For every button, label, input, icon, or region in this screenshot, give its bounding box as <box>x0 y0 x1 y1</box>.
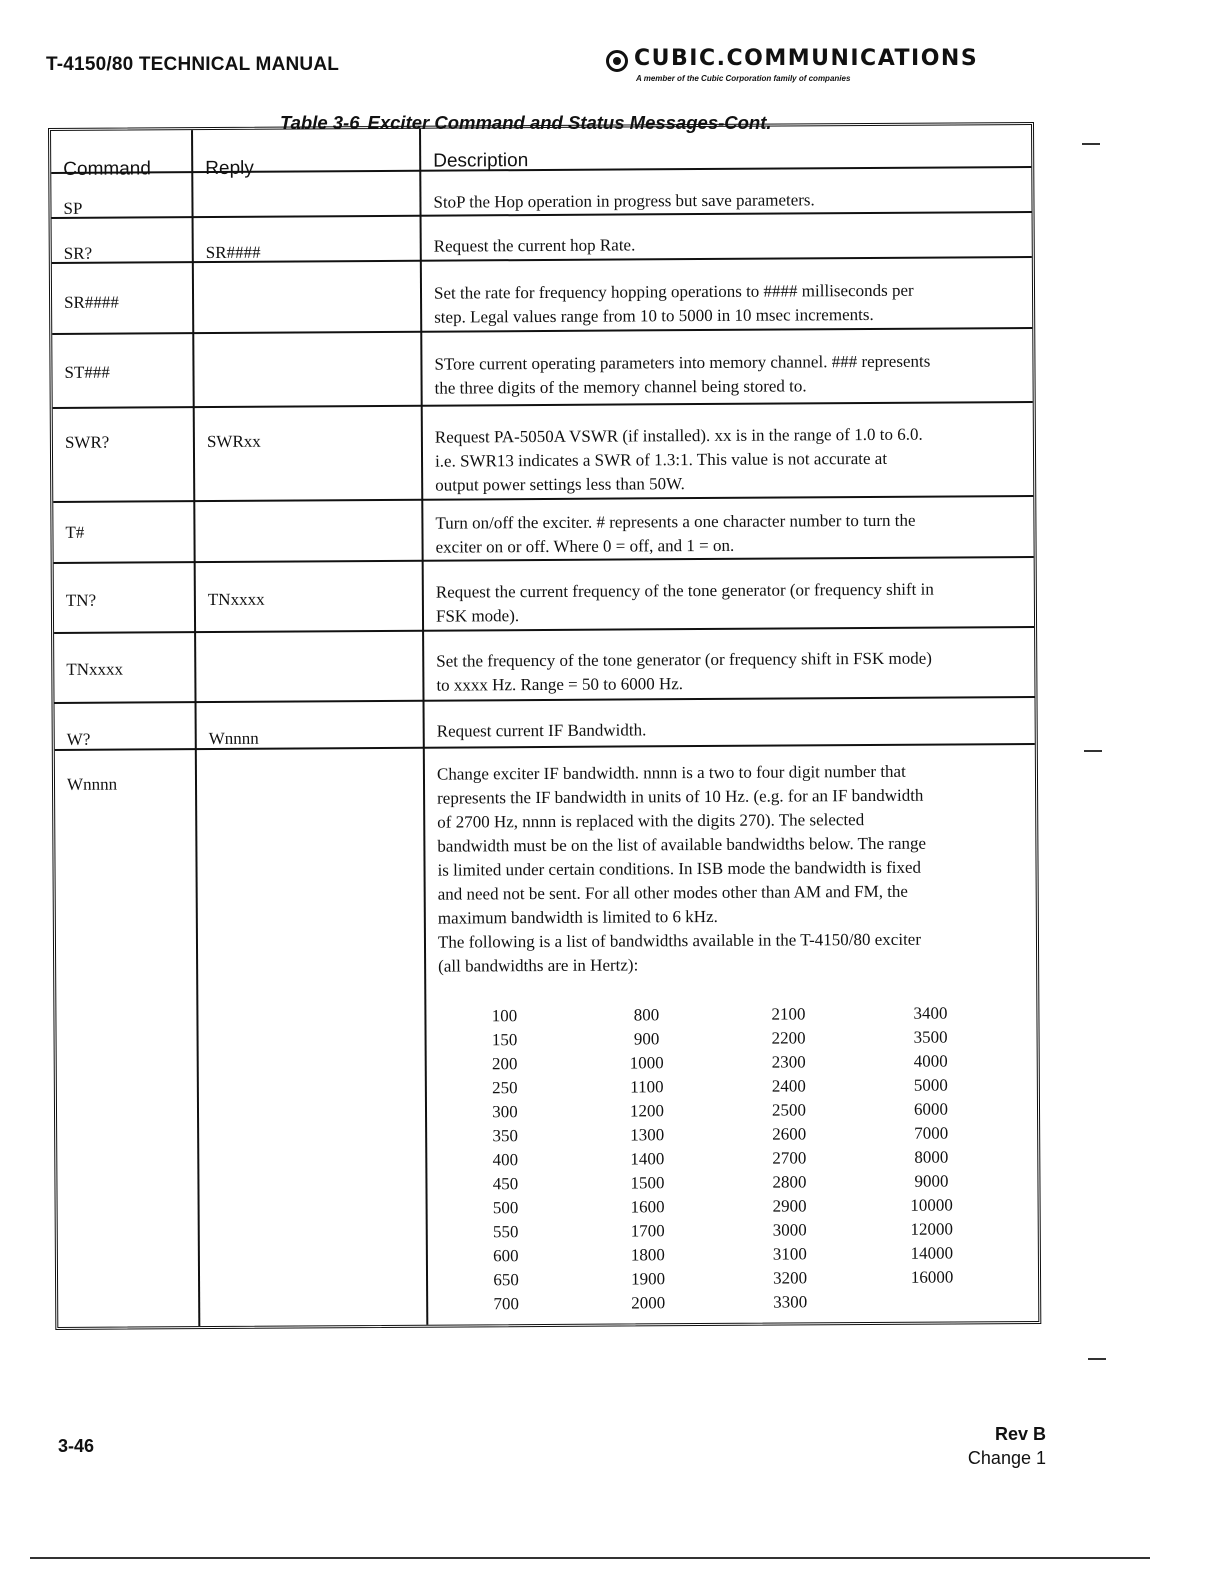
bandwidth-column <box>606 1003 688 1315</box>
table-caption-number: Table 3-6 <box>280 112 360 133</box>
command-cell: TN? <box>65 590 97 610</box>
bandwidth-value: 2800 <box>772 1172 807 1192</box>
table-caption-title: Exciter Command and Status Messages-Cont. <box>367 112 772 133</box>
description-line: STore current operating parameters into memory channel. ### represents <box>434 351 931 374</box>
description-line: i.e. SWR13 indicates a SWR of 1.3:1. This value is not accurate at <box>434 448 888 471</box>
command-cell: T# <box>65 522 85 542</box>
reply-cell: TNxxxx <box>207 589 265 610</box>
bandwidth-value: 200 <box>491 1054 518 1074</box>
margin-mark <box>1082 143 1100 145</box>
bandwidth-value: 550 <box>492 1222 519 1242</box>
bandwidth-value: 2700 <box>772 1148 807 1168</box>
bandwidth-value: 1000 <box>629 1053 664 1073</box>
description-line: Request the current frequency of the tone generator (or frequency shift in <box>435 579 934 602</box>
command-cell: SP <box>63 198 83 218</box>
bandwidth-value: 900 <box>633 1029 660 1049</box>
bandwidth-value: 3400 <box>913 1003 948 1023</box>
command-cell: SR? <box>63 243 93 263</box>
company-name: CUBIC.COMMUNICATIONS <box>634 46 979 71</box>
bandwidth-value: 150 <box>491 1030 518 1050</box>
bandwidth-value: 3500 <box>913 1027 948 1047</box>
description-line: Set the frequency of the tone generator (or frequency shift in FSK mode) <box>436 648 933 671</box>
description-line: StoP the Hop operation in progress but save parameters. <box>433 190 815 212</box>
description-line: exciter on or off. Where 0 = off, and 1 = on. <box>435 535 735 557</box>
bandwidth-value: 250 <box>492 1078 518 1098</box>
bandwidth-value: 300 <box>492 1102 518 1122</box>
command-table <box>48 122 1041 1330</box>
bandwidth-value: 1200 <box>629 1101 665 1121</box>
description-cell <box>433 187 1023 215</box>
description-cell <box>436 577 1026 629</box>
description-line: bandwidth must be on the list of available bandwidths below. The range <box>437 833 927 856</box>
description-cell <box>434 349 1024 401</box>
bandwidth-value: 16000 <box>910 1267 954 1287</box>
bandwidth-value: 650 <box>493 1270 519 1290</box>
bandwidth-value: 14000 <box>910 1243 954 1263</box>
description-line: Request current IF Bandwidth. <box>436 720 647 741</box>
description-line: Request the current hop Rate. <box>433 235 636 256</box>
page-bottom-rule <box>30 1557 1150 1559</box>
description-line: Turn on/off the exciter. # represents a one character number to turn the <box>435 510 916 533</box>
bandwidth-value: 350 <box>492 1126 518 1146</box>
description-line: represents the IF bandwidth in units of 10 Hz. (e.g. for an IF bandwidth <box>437 785 924 808</box>
bandwidth-value: 450 <box>492 1174 519 1194</box>
bandwidth-value: 3100 <box>772 1244 807 1264</box>
bandwidth-value: 1400 <box>630 1149 665 1169</box>
description-line: step. Legal values range from 10 to 5000 in 10 msec increments. <box>434 304 874 327</box>
description-cell <box>434 278 1024 330</box>
company-logo <box>606 46 1036 86</box>
reply-cell: SR#### <box>205 242 261 263</box>
bandwidth-value: 1800 <box>630 1245 665 1265</box>
description-line: Request PA-5050A VSWR (if installed). xx is in the range of 1.0 to 6.0. <box>434 424 923 447</box>
bandwidth-value: 3200 <box>772 1268 808 1288</box>
bandwidth-column <box>464 1004 546 1316</box>
bandwidth-value: 600 <box>493 1246 519 1266</box>
command-cell: SWR? <box>64 432 110 452</box>
bandwidth-value: 1100 <box>630 1077 664 1097</box>
bandwidth-value: 2100 <box>771 1004 806 1024</box>
bandwidth-value: 8000 <box>914 1147 949 1167</box>
description-line: the three digits of the memory channel being stored to. <box>434 376 807 398</box>
column-header-description: Description <box>433 150 529 172</box>
bandwidth-value: 12000 <box>910 1219 954 1239</box>
description-line: Change exciter IF bandwidth. nnnn is a two to four digit number that <box>436 761 906 784</box>
margin-mark <box>1084 750 1102 752</box>
description-line: FSK mode). <box>435 606 520 626</box>
bandwidth-value: 9000 <box>914 1171 949 1191</box>
description-line: Set the rate for frequency hopping operations to #### milliseconds per <box>433 280 914 303</box>
bandwidth-value: 2500 <box>771 1100 807 1120</box>
bandwidth-value: 700 <box>493 1294 519 1314</box>
command-cell: TNxxxx <box>66 659 124 679</box>
description-line: is limited under certain conditions. In ISB mode the bandwidth is fixed <box>437 857 922 880</box>
manual-title: T-4150/80 TECHNICAL MANUAL <box>46 54 340 75</box>
description-cell <box>437 759 1028 979</box>
company-logo-icon <box>606 50 628 72</box>
description-cell <box>436 646 1026 698</box>
command-cell: SR#### <box>64 292 119 312</box>
command-cell: ST### <box>64 362 110 382</box>
description-cell <box>437 716 1027 744</box>
bandwidth-value: 2900 <box>772 1196 807 1216</box>
description-cell <box>435 508 1025 560</box>
description-line: of 2700 Hz, nnnn is replaced with the digits 270). The selected <box>437 810 865 832</box>
bandwidth-value: 2300 <box>771 1052 806 1072</box>
bandwidth-value: 2600 <box>772 1124 807 1144</box>
reply-cell: Wnnnn <box>208 728 259 749</box>
bandwidth-value: 2400 <box>771 1076 806 1096</box>
description-line: to xxxx Hz. Range = 50 to 6000 Hz. <box>436 674 684 695</box>
bandwidth-value: 3300 <box>773 1292 808 1312</box>
company-tagline: A member of the Cubic Corporation family of companies <box>636 74 851 83</box>
description-line: output power settings less than 50W. <box>435 474 685 495</box>
command-cell: Wnnnn <box>66 774 118 794</box>
page-number: 3-46 <box>58 1436 95 1456</box>
bandwidth-value: 1500 <box>630 1173 665 1193</box>
description-cell <box>435 422 1025 498</box>
bandwidth-value: 3000 <box>772 1220 807 1240</box>
description-line: maximum bandwidth is limited to 6 kHz. <box>437 906 718 928</box>
bandwidth-value: 4000 <box>913 1051 948 1071</box>
bandwidth-value: 1700 <box>630 1221 665 1241</box>
margin-mark <box>1088 1358 1106 1360</box>
bandwidth-column <box>890 1001 972 1289</box>
bandwidth-value: 400 <box>492 1150 519 1170</box>
description-line: and need not be sent. For all other modes other than AM and FM, the <box>437 881 908 904</box>
command-cell: W? <box>66 729 91 749</box>
revision-label: Rev B <box>994 1424 1046 1444</box>
bandwidth-value: 800 <box>633 1005 660 1025</box>
bandwidth-column <box>748 1002 830 1314</box>
bandwidth-value: 10000 <box>910 1195 953 1215</box>
column-header-reply: Reply <box>205 157 254 180</box>
bandwidth-value: 1900 <box>630 1269 666 1289</box>
bandwidth-list <box>438 1001 1028 1314</box>
bandwidth-value: 2200 <box>771 1028 806 1048</box>
description-line: (all bandwidths are in Hertz): <box>438 955 639 976</box>
reply-cell: SWRxx <box>206 431 261 452</box>
bandwidth-value: 500 <box>492 1198 519 1218</box>
bandwidth-value: 100 <box>491 1006 518 1026</box>
bandwidth-value: 2000 <box>631 1293 666 1313</box>
change-label: Change 1 <box>967 1448 1046 1468</box>
bandwidth-value: 1600 <box>630 1197 665 1217</box>
bandwidth-value: 7000 <box>914 1123 949 1143</box>
column-header-command: Command <box>63 158 151 180</box>
bandwidth-value: 6000 <box>913 1099 949 1119</box>
description-cell <box>434 231 1024 259</box>
bandwidth-value: 1300 <box>630 1125 665 1145</box>
description-line: The following is a list of bandwidths available in the T-4150/80 exciter <box>437 929 922 952</box>
bandwidth-value: 5000 <box>913 1075 948 1095</box>
